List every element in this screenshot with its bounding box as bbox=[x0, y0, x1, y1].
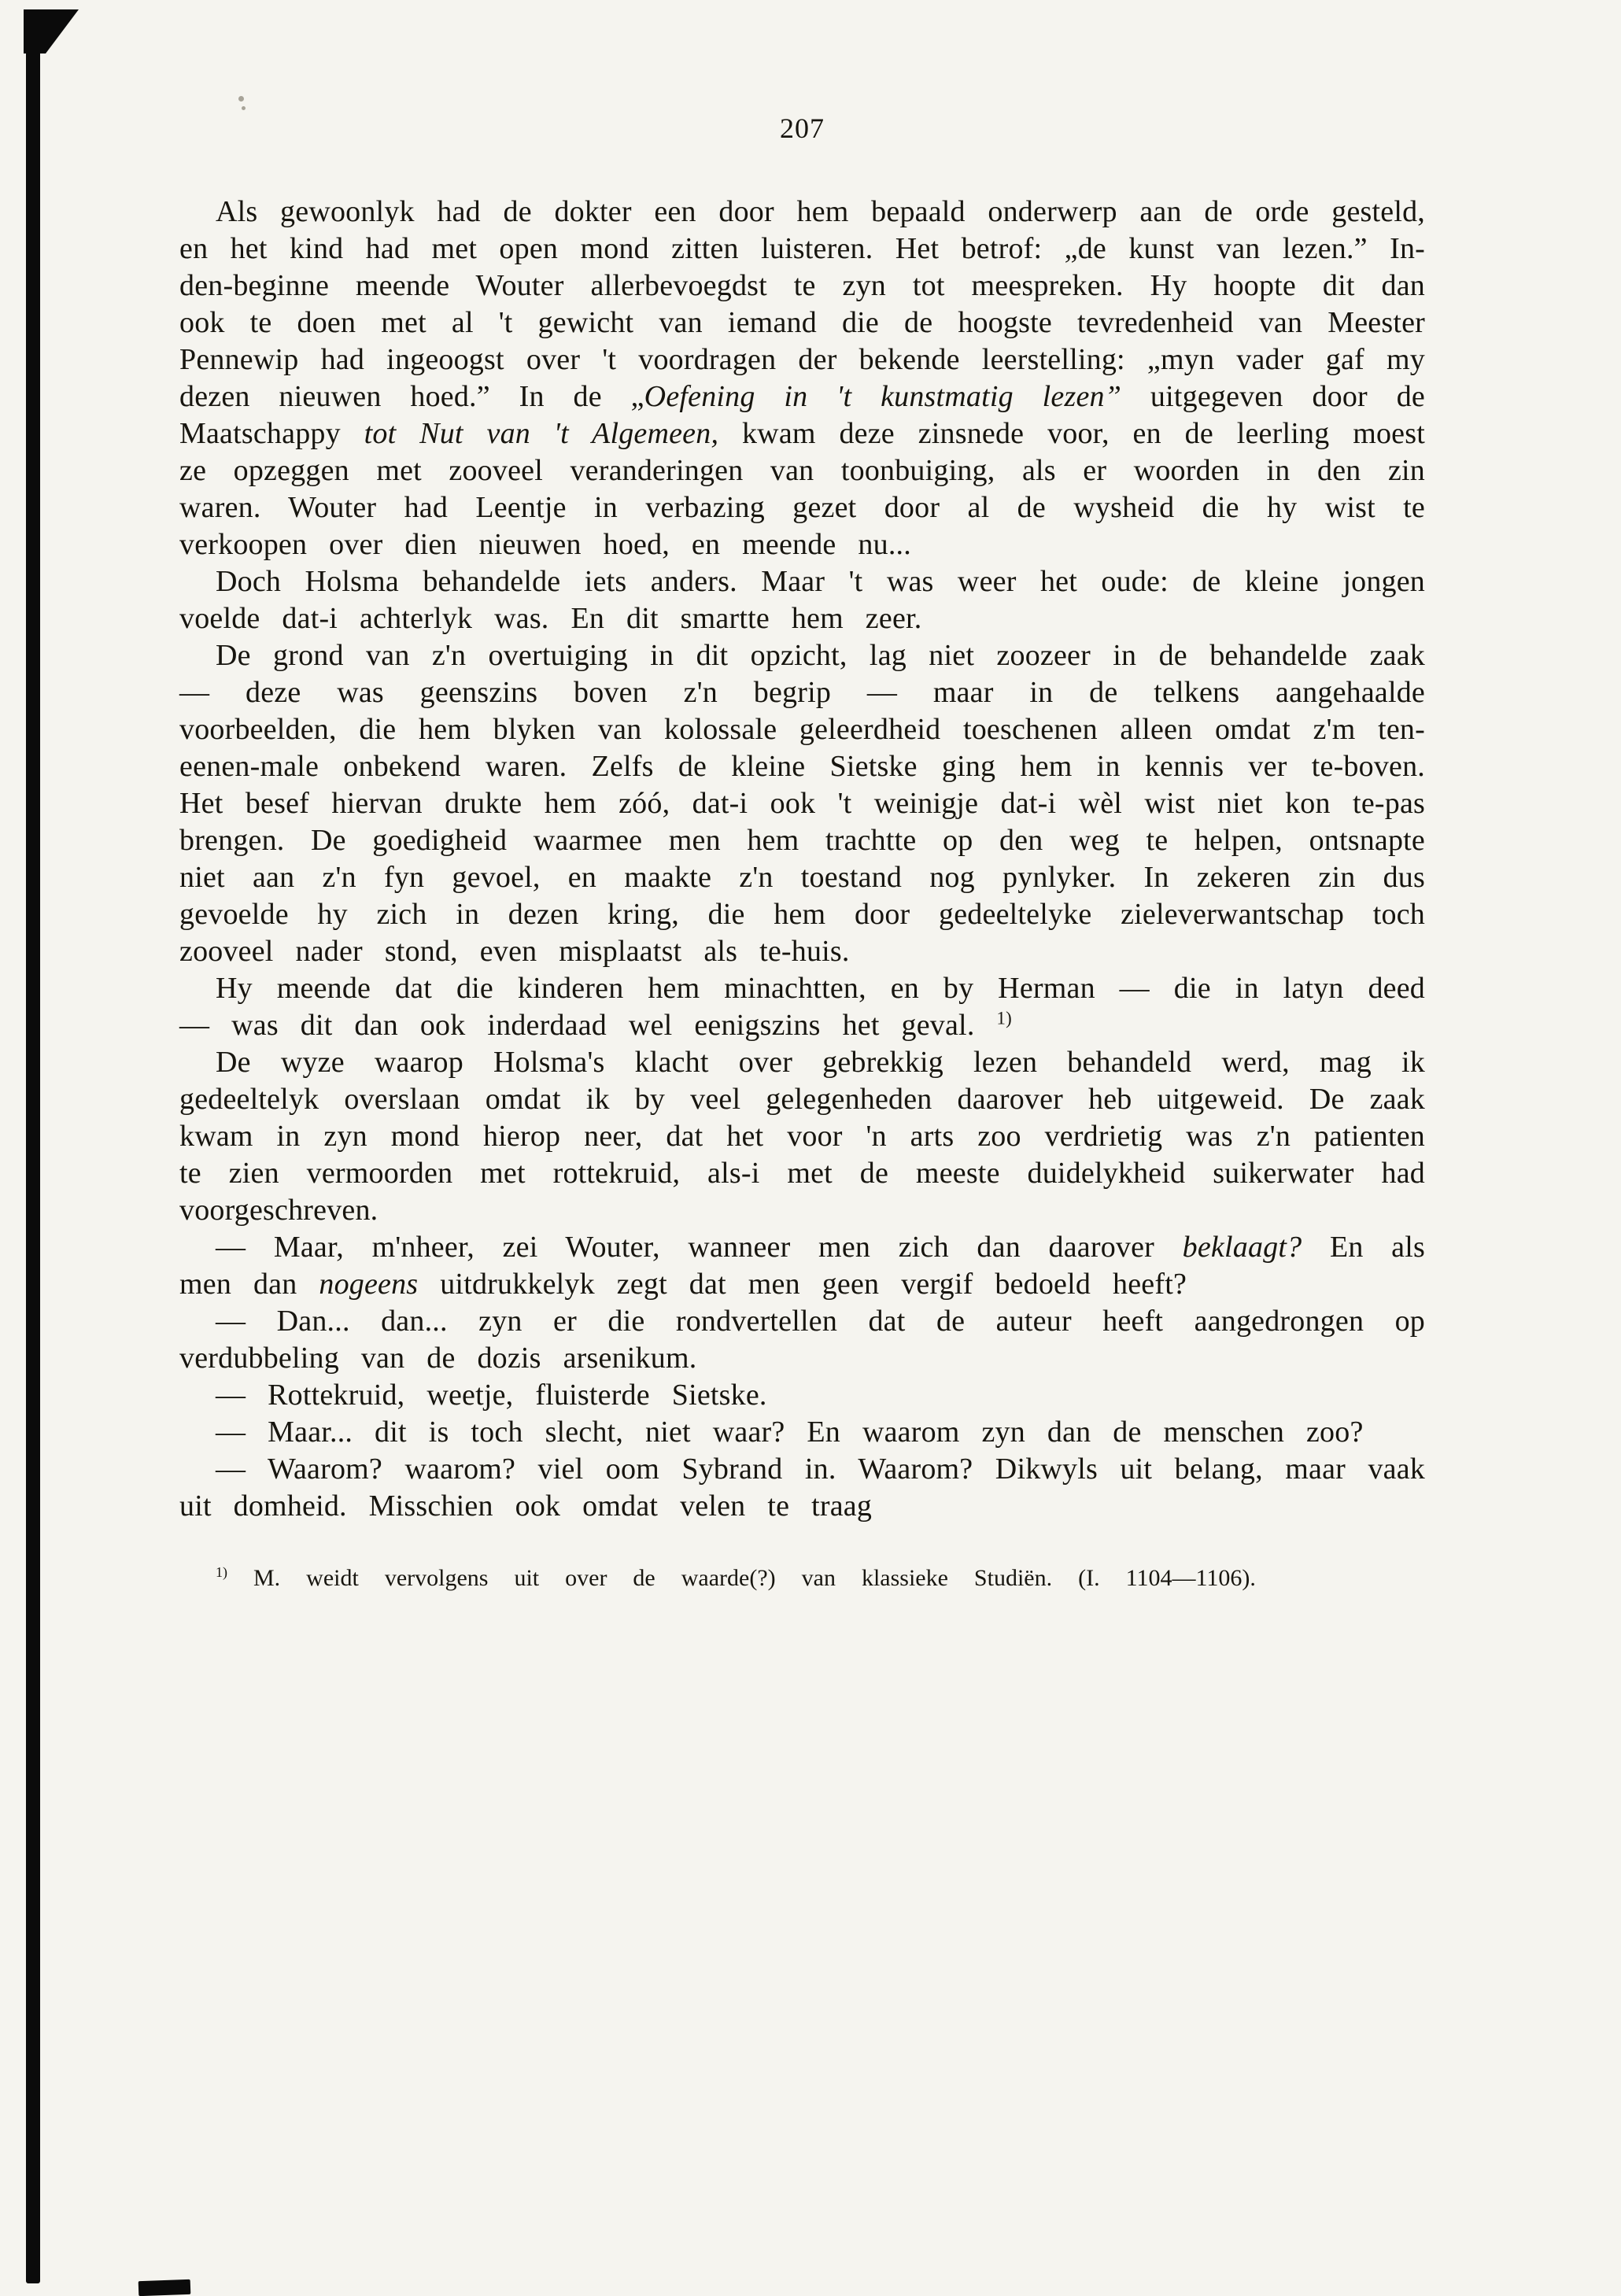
text-segment: M. weidt vervolgens uit over de waarde(?) van klassieke Studiën. (I. 1104—1106). bbox=[227, 1565, 1256, 1591]
paragraph bbox=[179, 1451, 1425, 1525]
text-segment: — Maar, m'nheer, zei Wouter, wanneer men zich dan daarover bbox=[216, 1231, 1183, 1264]
text-segment: En als men dan bbox=[179, 1231, 1425, 1301]
text-segment: Hy meende dat die kinderen hem minachtten, en by Herman — die in latyn deed — was dit dan ook inderdaad wel eenigszins het geval. bbox=[179, 972, 1425, 1042]
paragraph bbox=[179, 1229, 1425, 1303]
text-segment: De wyze waarop Holsma's klacht over gebrekkig lezen behandeld werd, mag ik gedeeltelyk overslaan omdat ik by veel gelegenheden daarover heb uitgeweid. De zaak kwam in zyn mond hierop neer, dat het voor 'n arts zoo verdrietig was z'n patienten te zien vermoorden met rottekruid, als-i met de meeste duidelykheid suikerwater had voorgeschreven. bbox=[179, 1046, 1425, 1227]
text-segment: — Waarom? waarom? viel oom Sybrand in. Waarom? Dikwyls uit belang, maar vaak uit domheid. Misschien ook omdat velen te traag bbox=[179, 1453, 1425, 1523]
text-segment: tot Nut van 't Algemeen, bbox=[364, 417, 719, 450]
paragraph bbox=[179, 1044, 1425, 1229]
text-segment: uitdrukkelyk zegt dat men geen vergif bedoeld heeft? bbox=[418, 1268, 1187, 1301]
paragraph bbox=[179, 637, 1425, 970]
text-segment: kwam deze zinsnede voor, en de leerling moest ze opzeggen met zooveel veranderingen van toonbuiging, als er woorden in den zin waren. Wouter had Leentje in verbazing gezet door al de wysheid die hy wist te verkoopen over dien nieuwen hoed, en meende nu... bbox=[179, 417, 1425, 561]
text-segment: Oefening in 't kunstmatig lezen” bbox=[644, 380, 1122, 413]
text-segment: — Maar... dit is toch slecht, niet waar? En waarom zyn dan de menschen zoo? bbox=[216, 1416, 1364, 1449]
paragraph bbox=[179, 970, 1425, 1044]
text-segment: — Dan... dan... zyn er die rondvertellen dat de auteur heeft aangedrongen op verdubbeling van de dozis arsenikum. bbox=[179, 1305, 1425, 1375]
paragraph bbox=[179, 563, 1425, 637]
scan-smudge bbox=[238, 96, 244, 102]
text-segment: uitgegeven door de Maatschappy bbox=[179, 380, 1425, 450]
text-segment: beklaagt? bbox=[1182, 1231, 1302, 1264]
footnote bbox=[179, 1563, 1425, 1594]
scan-artifact-left-binding-bar bbox=[26, 9, 40, 2283]
text-segment: Doch Holsma behandelde iets anders. Maar 't was weer het oude: de kleine jongen voelde dat-i achterlyk was. En dit smartte hem zeer. bbox=[179, 565, 1425, 635]
text-segment: Als gewoonlyk had de dokter een door hem bepaald onderwerp aan de orde gesteld, en het kind had met open mond zitten luisteren. Het betrof: „de kunst van lezen.” In-den-beginne meende Wouter allerbevoegdst te zyn tot meespreken. Hy hoopte dit dan ook te doen met al 't gewicht van iemand die de hoogste tevredenheid van Meester Pennewip had ingeoogst over 't voordragen der bekende leerstelling: „myn vader gaf my dezen nieuwen hoed.” In de „ bbox=[179, 195, 1425, 413]
paragraph bbox=[179, 1303, 1425, 1377]
body-text bbox=[179, 194, 1425, 1618]
paragraph bbox=[179, 1414, 1425, 1451]
text-segment: 1) bbox=[996, 1008, 1012, 1028]
text-segment: 1) bbox=[216, 1564, 227, 1580]
scan-artifact-bottom-mark bbox=[138, 2279, 191, 2296]
text-segment: De grond van z'n overtuiging in dit opzicht, lag niet zoozeer in de behandelde zaak — deze was geenszins boven z'n begrip — maar in de telkens aangehaalde voorbeelden, die hem blyken van kolossale geleerdheid toeschenen alleen omdat z'm ten-eenen-male onbekend waren. Zelfs de kleine Sietske ging hem in kennis ver te-boven. Het besef hiervan drukte hem zóó, dat-i ook 't weinigje dat-i wèl wist niet kon te-pas brengen. De goedigheid waarmee men hem trachtte op den weg te helpen, ontsnapte niet aan z'n fyn gevoel, en maakte z'n toestand nog pynlyker. In zekeren zin dus gevoelde hy zich in dezen kring, die hem door gedeeltelyke zieleverwantschap toch zooveel nader stond, even misplaatst als te-huis. bbox=[179, 639, 1425, 968]
paragraph bbox=[179, 194, 1425, 563]
text-segment: nogeens bbox=[319, 1268, 419, 1301]
text-segment: — Rottekruid, weetje, fluisterde Sietske. bbox=[216, 1379, 767, 1412]
paragraph bbox=[179, 1377, 1425, 1414]
page-number: 207 bbox=[780, 113, 825, 144]
